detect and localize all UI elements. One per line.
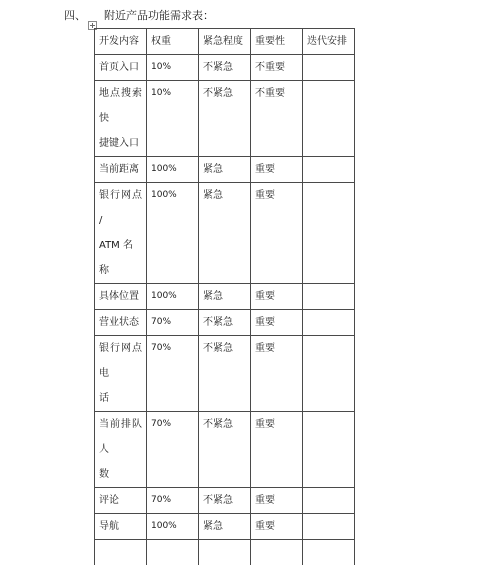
cell-content-line: 捷键入口: [99, 131, 142, 156]
cell-content-line: [99, 540, 142, 565]
cell-weight: 100%: [147, 157, 199, 183]
cell-importance: 重要: [251, 412, 303, 488]
cell-content-line: 话: [99, 386, 142, 411]
cell-weight: 100%: [147, 183, 199, 284]
cell-content: [95, 55, 147, 81]
cell-weight: 100%: [147, 284, 199, 310]
cell-importance: [251, 540, 303, 565]
cell-urgency: 不紧急: [199, 310, 251, 336]
cell-content: [95, 336, 147, 412]
cell-iteration: [303, 488, 355, 514]
cell-weight: 10%: [147, 55, 199, 81]
cell-iteration: [303, 55, 355, 81]
table-row: [95, 157, 355, 183]
cell-iteration: [303, 284, 355, 310]
cell-iteration: [303, 540, 355, 565]
section-title: 附近产品功能需求表：: [104, 9, 214, 22]
cell-content-line: 数: [99, 462, 142, 487]
cell-content-line: ATM 名称: [99, 233, 142, 283]
cell-importance: 不重要: [251, 55, 303, 81]
cell-importance: 重要: [251, 488, 303, 514]
cell-iteration: [303, 183, 355, 284]
cell-importance: 重要: [251, 310, 303, 336]
table-row: [95, 336, 355, 412]
table-row: [95, 284, 355, 310]
cell-content-line: 评论: [99, 488, 142, 513]
cell-iteration: [303, 514, 355, 540]
cell-content-line: 地点搜索快: [99, 81, 142, 131]
header-cell-weight: 权重: [147, 29, 199, 55]
requirements-table: [94, 28, 355, 565]
cell-urgency: 紧急: [199, 514, 251, 540]
table-row: [95, 55, 355, 81]
cell-importance: 重要: [251, 183, 303, 284]
cell-iteration: [303, 336, 355, 412]
cell-content-line: 银行网点 /: [99, 183, 142, 233]
cell-content: [95, 157, 147, 183]
cell-urgency: 紧急: [199, 157, 251, 183]
cell-content-line: 导航: [99, 514, 142, 539]
table-row: [95, 540, 355, 565]
header-cell-urgency: 紧急程度: [199, 29, 251, 55]
cell-importance: 重要: [251, 284, 303, 310]
cell-weight: 70%: [147, 310, 199, 336]
cell-content-line: 银行网点电: [99, 336, 142, 386]
section-number: 四、: [64, 9, 94, 23]
cell-urgency: 紧急: [199, 183, 251, 284]
cell-urgency: [199, 540, 251, 565]
cell-content-line: 当前距离: [99, 157, 142, 182]
cell-weight: 10%: [147, 81, 199, 157]
table-body: [95, 55, 355, 565]
cell-content-line: 营业状态: [99, 310, 142, 335]
cell-iteration: [303, 157, 355, 183]
cell-urgency: 紧急: [199, 284, 251, 310]
header-cell-iteration: 迭代安排: [303, 29, 355, 55]
cell-content: [95, 540, 147, 565]
cell-iteration: [303, 81, 355, 157]
cell-importance: 重要: [251, 157, 303, 183]
cell-content-line: 首页入口: [99, 55, 142, 80]
cell-importance: 不重要: [251, 81, 303, 157]
cell-weight: 100%: [147, 514, 199, 540]
table-row: [95, 81, 355, 157]
cell-content: [95, 514, 147, 540]
cell-content-line: 具体位置: [99, 284, 142, 309]
cell-weight: 70%: [147, 336, 199, 412]
cell-urgency: 不紧急: [199, 336, 251, 412]
cell-content-line: 当前排队人: [99, 412, 142, 462]
cell-content: [95, 183, 147, 284]
table-header-row: [95, 29, 355, 55]
table-row: [95, 514, 355, 540]
cell-importance: 重要: [251, 514, 303, 540]
cell-urgency: 不紧急: [199, 55, 251, 81]
cell-importance: 重要: [251, 336, 303, 412]
cell-iteration: [303, 310, 355, 336]
table-row: [95, 488, 355, 514]
cell-urgency: 不紧急: [199, 81, 251, 157]
cell-urgency: 不紧急: [199, 488, 251, 514]
cell-weight: 70%: [147, 412, 199, 488]
cell-content: [95, 81, 147, 157]
cell-content: [95, 284, 147, 310]
cell-weight: [147, 540, 199, 565]
cell-content: [95, 310, 147, 336]
table-row: [95, 310, 355, 336]
cell-weight: 70%: [147, 488, 199, 514]
section-heading: [64, 9, 214, 23]
cell-content: [95, 488, 147, 514]
header-cell-importance: 重要性: [251, 29, 303, 55]
cell-urgency: 不紧急: [199, 412, 251, 488]
header-cell-content: 开发内容: [95, 29, 147, 55]
table-row: [95, 183, 355, 284]
